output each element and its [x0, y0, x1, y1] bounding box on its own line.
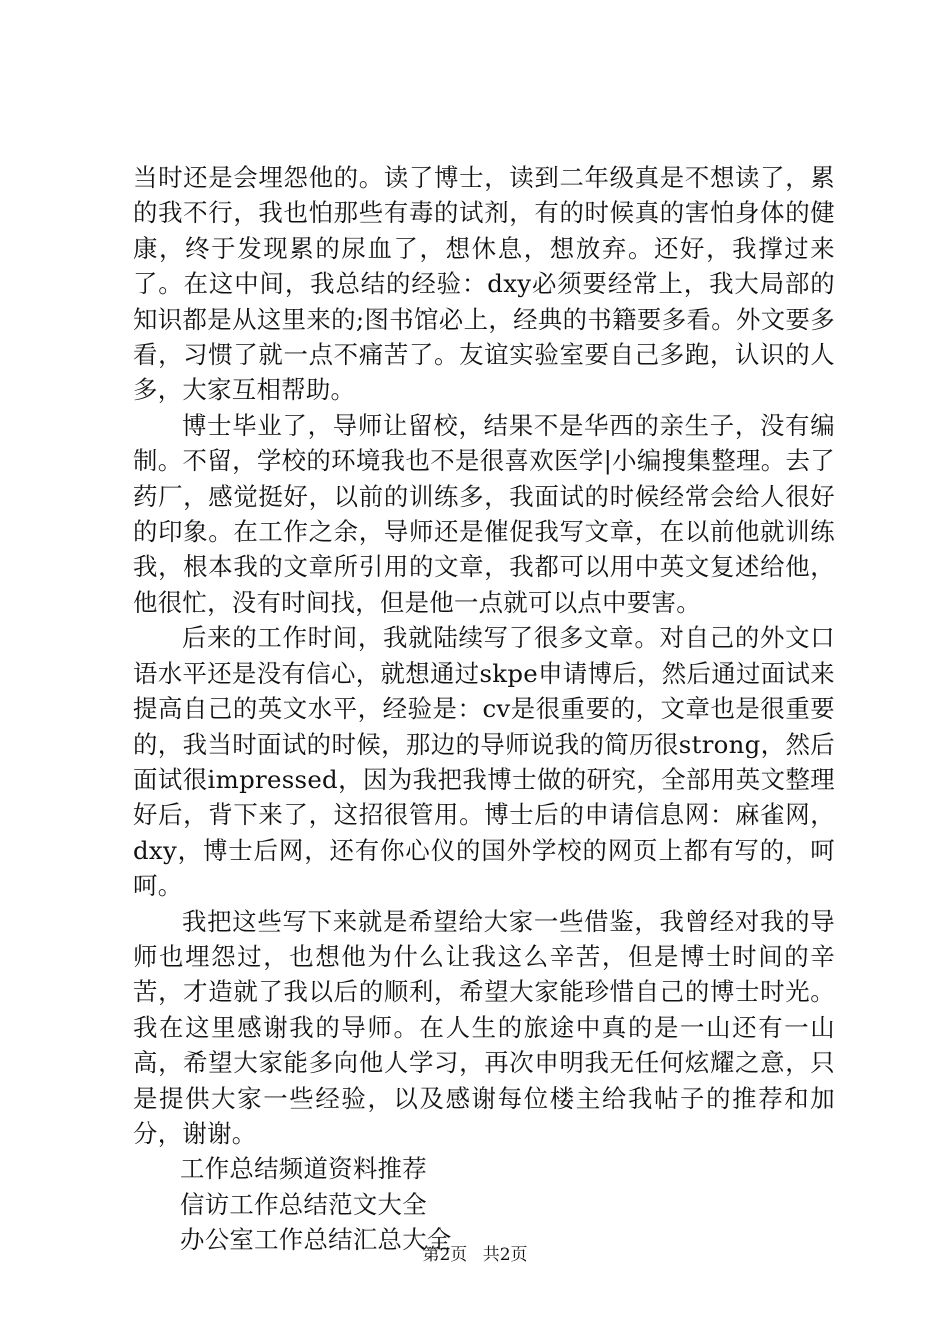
- paragraph-1: 当时还是会埋怨他的。读了博士，读到二年级真是不想读了，累的我不行，我也怕那些有毒的试剂，有的时候真的害怕身体的健康，终于发现累的尿血了，想休息，想放弃。还好，我撑过来了。在这中间，我总结的经验：dxy必须要经常上，我大局部的知识都是从这里来的;图书馆必上，经典的书籍要多看。外文要多看，习惯了就一点不痛苦了。友谊实验室要自己多跑，认识的人多，大家互相帮助。: [133, 163, 835, 405]
- page-footer: [0, 1244, 950, 1266]
- recommend-link-petition-summary[interactable]: 信访工作总结范文大全: [180, 1189, 427, 1219]
- page-number: 第2页: [422, 1245, 468, 1265]
- recommend-heading: 工作总结频道资料推荐: [180, 1154, 427, 1184]
- paragraph-4: 我把这些写下来就是希望给大家一些借鉴，我曾经对我的导师也埋怨过，也想他为什么让我这么辛苦，但是博士时间的辛苦，才造就了我以后的顺利，希望大家能珍惜自己的博士时光。我在这里感谢我的导师。在人生的旅途中真的是一山还有一山高，希望大家能多向他人学习，再次申明我无任何炫耀之意，只是提供大家一些经验，以及感谢每位楼主给我帖子的推荐和加分，谢谢。: [133, 906, 835, 1148]
- recommend-link-office-summary[interactable]: 办公室工作总结汇总大全: [180, 1225, 452, 1255]
- document-body: [133, 160, 835, 1258]
- page-total: 共2页: [482, 1245, 528, 1265]
- paragraph-3: 后来的工作时间，我就陆续写了很多文章。对自己的外文口语水平还是没有信心，就想通过skpe申请博后，然后通过面试来提高自己的英文水平，经验是：cv是很重要的，文章也是很重要的，我当时面试的时候，那边的导师说我的简历很strong，然后面试很impressed，因为我把我博士做的研究，全部用英文整理好后，背下来了，这招很管用。博士后的申请信息网：麻雀网，dxy，博士后网，还有你心仪的国外学校的网页上都有写的，呵呵。: [133, 623, 835, 901]
- paragraph-2: 博士毕业了，导师让留校，结果不是华西的亲生子，没有编制。不留，学校的环境我也不是很喜欢医学|小编搜集整理。去了药厂，感觉挺好，以前的训练多，我面试的时候经常会给人很好的印象。在工作之余，导师还是催促我写文章，在以前他就训练我，根本我的文章所引用的文章，我都可以用中英文复述给他，他很忙，没有时间找，但是他一点就可以点中要害。: [133, 410, 835, 617]
